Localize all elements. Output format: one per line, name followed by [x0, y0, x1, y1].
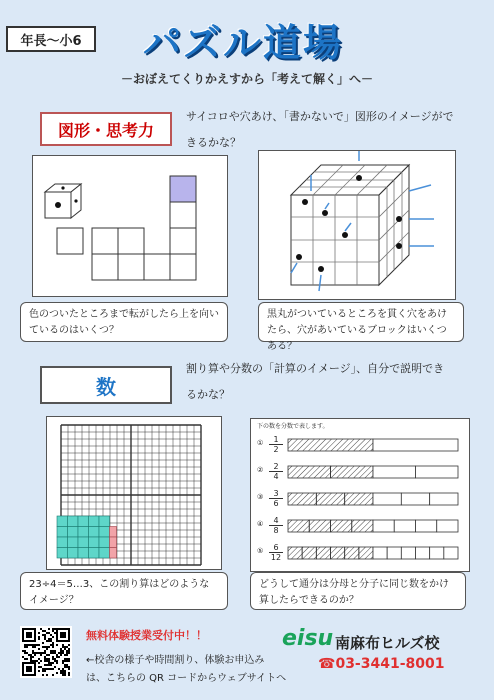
- fraction-row: [257, 462, 463, 482]
- section1-desc-line1: サイコロや穴あけ、「書かないで」図形のイメージがで: [186, 110, 454, 123]
- section2-desc-line1: 割り算や分数の「計算のイメージ」、自分で説明でき: [186, 362, 445, 375]
- fraction-denominator: 8: [273, 526, 279, 535]
- qr-code-image: [20, 626, 72, 678]
- fraction-bar: [287, 519, 459, 533]
- cube-puzzle-panel: [258, 150, 456, 300]
- section1-desc-line2: きるかな？: [186, 136, 241, 149]
- division-grid-panel: [46, 416, 222, 570]
- fraction-denominator: 6: [273, 499, 279, 508]
- caption-division-question: 23÷4＝5…3、この割り算はどのようなイメージ？: [20, 572, 228, 610]
- phone-number-text: 03-3441-8001: [335, 656, 445, 672]
- qr-code[interactable]: [20, 626, 72, 678]
- fraction-row-number: ②: [257, 466, 264, 474]
- cube-block-diagram: [259, 151, 455, 299]
- school-name: 南麻布ヒルズ校: [335, 634, 440, 652]
- fraction-numerator: 4: [269, 516, 283, 526]
- fraction-label: [269, 516, 283, 535]
- free-trial-notice: 無料体験授業受付中！！: [86, 629, 207, 642]
- caption-fraction-question: どうして通分は分母と分子に同じ数をかけ算したらできるのか？: [250, 572, 466, 610]
- fraction-label: [269, 489, 283, 508]
- fraction-worksheet-panel: [250, 418, 470, 572]
- fraction-row-number: ③: [257, 493, 264, 501]
- dice-path-diagram: [33, 156, 227, 296]
- fraction-bar: [287, 492, 459, 506]
- caption-cube-question: 黒丸がついているところを貫く穴をあけたら、穴があいているブロックはいくつある？: [258, 302, 464, 342]
- fraction-numerator: 3: [269, 489, 283, 499]
- fraction-row-number: ①: [257, 439, 264, 447]
- fraction-label: [269, 435, 283, 454]
- fraction-bar: [287, 465, 459, 479]
- fraction-bar: [287, 438, 459, 452]
- phone-number: ☎03-3441-8001: [318, 656, 445, 672]
- fraction-row-number: ④: [257, 520, 264, 528]
- fraction-numerator: 6: [269, 543, 283, 553]
- section2-desc-line2: るかな？: [186, 388, 230, 401]
- eisu-logo: eisu: [282, 626, 334, 651]
- division-grid-diagram: [47, 417, 221, 569]
- worksheet-heading: 下の数を分数で表します。: [257, 423, 329, 430]
- grade-badge: 年長～小6: [6, 26, 96, 52]
- fraction-row: [257, 435, 463, 455]
- section-banner-numbers: 数: [40, 366, 172, 404]
- page-subtitle: －おぼえてくりかえすから「考えて解く」へ－: [120, 72, 373, 86]
- fraction-label: [269, 462, 283, 481]
- section-banner-geometry: 図形・思考力: [40, 112, 172, 146]
- fraction-label: [269, 543, 283, 562]
- caption-dice-question: 色のついたところまで転がしたら上を向いているのはいくつ？: [20, 302, 228, 342]
- qr-note-line2: は、こちらの QR コードからウェブサイトへ: [86, 673, 287, 684]
- section1-description: [186, 104, 486, 156]
- fraction-bar: [287, 546, 459, 560]
- dice-puzzle-panel: [32, 155, 228, 297]
- page-title: パズル道場: [142, 20, 343, 65]
- qr-note-line1: ←校舎の様子や時間割り、体験お申込み: [86, 655, 265, 666]
- fraction-row: [257, 489, 463, 509]
- fraction-denominator: 12: [270, 553, 282, 562]
- qr-note: [86, 652, 286, 688]
- fraction-row: [257, 543, 463, 563]
- fraction-row-number: ⑤: [257, 547, 264, 555]
- fraction-numerator: 2: [269, 462, 283, 472]
- dice-icon: [45, 184, 81, 218]
- fraction-denominator: 4: [273, 472, 279, 481]
- section2-description: [186, 356, 486, 408]
- fraction-row: [257, 516, 463, 536]
- fraction-numerator: 1: [269, 435, 283, 445]
- fraction-denominator: 2: [273, 445, 279, 454]
